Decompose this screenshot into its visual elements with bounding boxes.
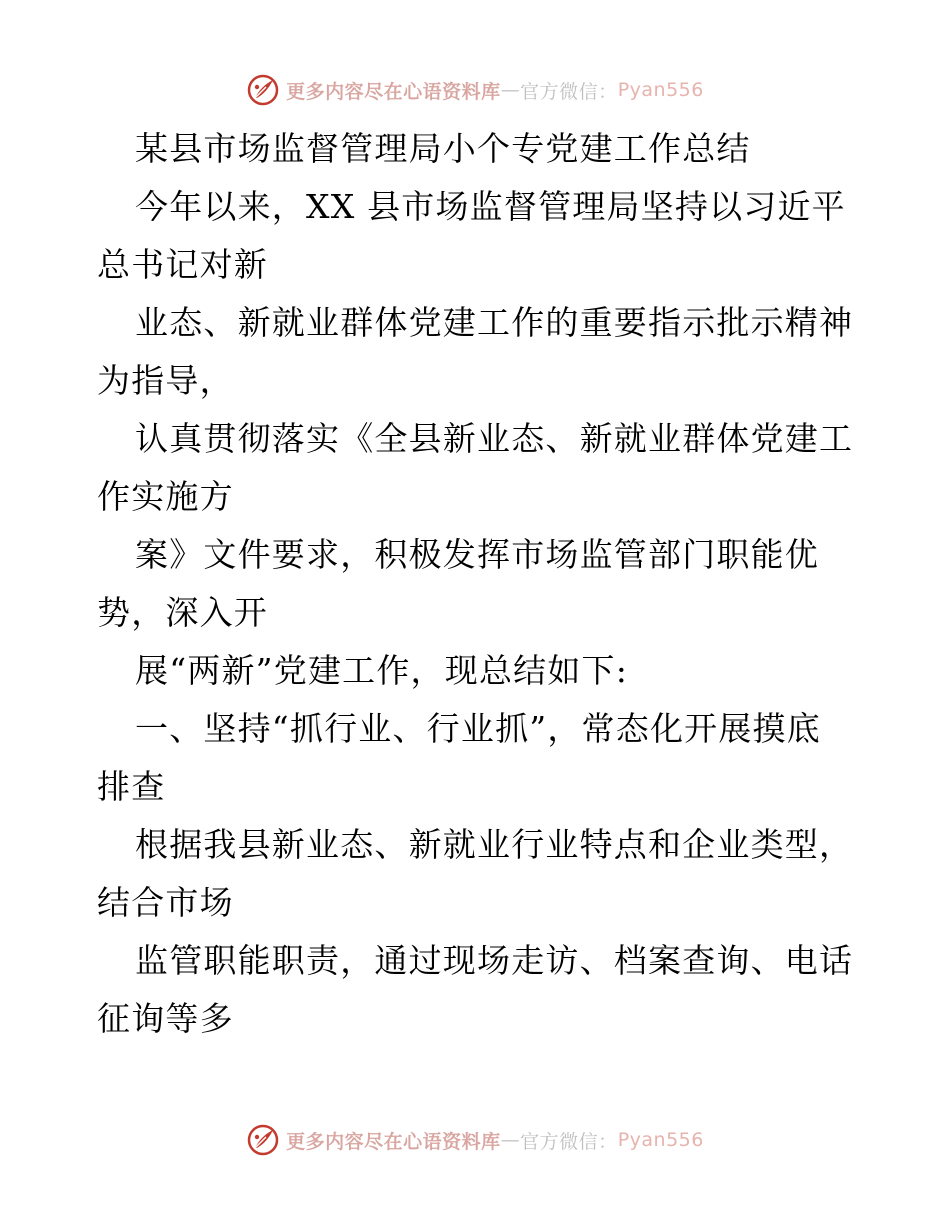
- footer-watermark: [0, 1120, 950, 1160]
- document-body: [97, 120, 867, 1048]
- document-line: 为指导，: [97, 361, 234, 400]
- watermark-brand: Pyan556: [617, 79, 704, 101]
- document-line: 案》文件要求，积极发挥市场监管部门职能优: [135, 535, 819, 574]
- document-line: 结合市场: [97, 883, 234, 922]
- document-line: 展“两新”党建工作，现总结如下:: [135, 651, 629, 690]
- watermark-separator: —: [500, 79, 521, 101]
- document-line: 征询等多: [97, 999, 234, 1038]
- document-line: 业态、新就业群体党建工作的重要指示批示精神: [135, 303, 854, 342]
- watermark-brand: Pyan556: [617, 1129, 704, 1151]
- document-line: 监管职能职责，通过现场走访、档案查询、电话: [135, 941, 854, 980]
- document-line: 今年以来，XX 县市场监督管理局坚持以习近平: [135, 187, 846, 226]
- section-heading: 一、坚持“抓行业、行业抓”，常态化开展摸底: [135, 709, 821, 748]
- document-line: 排查: [97, 767, 166, 806]
- watermark-secondary: 官方微信：: [520, 1130, 618, 1153]
- watermark-text: [286, 77, 704, 104]
- document-line: 总书记对新: [97, 245, 268, 284]
- document-line: 作实施方: [97, 477, 234, 516]
- header-watermark: [0, 70, 950, 110]
- watermark-secondary: 官方微信：: [520, 80, 618, 103]
- watermark-text: [286, 1127, 704, 1154]
- watermark-primary: 更多内容尽在心语资料库: [286, 80, 501, 103]
- feather-pen-logo-icon: [246, 1123, 280, 1157]
- feather-pen-logo-icon: [246, 73, 280, 107]
- document-line: 势，深入开: [97, 593, 268, 632]
- document-title: 某县市场监督管理局小个专党建工作总结: [135, 129, 751, 168]
- watermark-primary: 更多内容尽在心语资料库: [286, 1130, 501, 1153]
- document-line: 根据我县新业态、新就业行业特点和企业类型，: [135, 825, 854, 864]
- document-line: 认真贯彻落实《全县新业态、新就业群体党建工: [135, 419, 854, 458]
- watermark-separator: —: [500, 1129, 521, 1151]
